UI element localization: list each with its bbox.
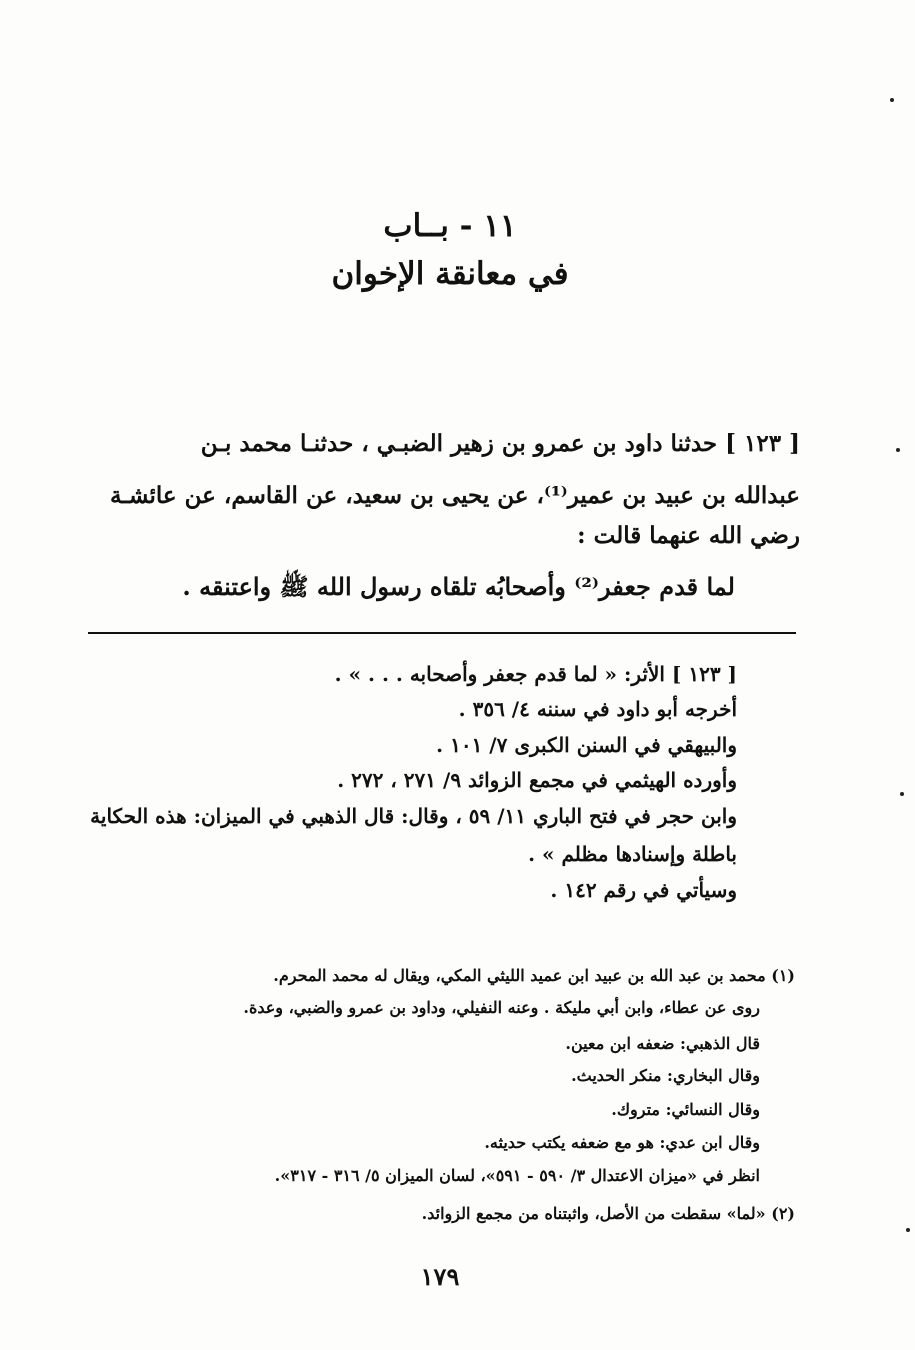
chapter-subject-title: في معانقة الإخوان xyxy=(331,256,569,292)
scan-speck xyxy=(890,98,894,102)
section-divider xyxy=(88,632,796,634)
footnote-1-line-5: وقال النسائي: متروك. xyxy=(611,1100,760,1119)
hadith-isnad-line-2: عبدالله بن عبيد بن عمير⁽¹⁾، عن يحيى بن سعيد، عن القاسم، عن عائشـة xyxy=(109,482,800,509)
scan-speck xyxy=(906,1228,910,1232)
takhrij-line-5: وابن حجر في فتح الباري ١١/ ٥٩ ، وقال: قال الذهبي في الميزان: هذه الحكاية xyxy=(90,804,737,828)
footnote-1-line-4: وقال البخاري: منكر الحديث. xyxy=(571,1066,760,1085)
takhrij-line-3: والبيهقي في السنن الكبرى ٧/ ١٠١ . xyxy=(436,733,737,757)
scan-speck xyxy=(896,448,900,452)
scan-speck xyxy=(900,792,904,796)
footnote-1-line-2: روى عن عطاء، وابن أبي مليكة . وعنه النفيلي، وداود بن عمرو والضبي، وعدة. xyxy=(243,998,760,1017)
chapter-number-title: ١١ - بــاب xyxy=(383,208,517,244)
footnote-1-line-3: قال الذهبي: ضعفه ابن معين. xyxy=(565,1034,760,1053)
takhrij-line-2: أخرجه أبو داود في سننه ٤/ ٣٥٦ . xyxy=(458,697,737,721)
takhrij-line-7: وسيأتي في رقم ١٤٢ . xyxy=(550,878,737,902)
takhrij-line-1: [ ١٢٣ ] الأثر: « لما قدم جعفر وأصحابه . . . » . xyxy=(334,662,737,686)
footnote-1-line-1: (١) محمد بن عبد الله بن عبيد ابن عميد الليثي المكي، ويقال له محمد المحرم. xyxy=(273,966,795,985)
hadith-matn: لما قدم جعفر⁽²⁾ وأصحابُه تلقاه رسول الله ﷺ واعتنقه . xyxy=(182,572,735,601)
page-number: ١٧٩ xyxy=(420,1262,460,1291)
takhrij-line-6: باطلة وإسنادها مظلم » . xyxy=(528,842,737,866)
hadith-isnad-line-1: [ ١٢٣ ] حدثنا داود بن عمرو بن زهير الضبـي ، حدثنـا محمد بـن xyxy=(200,430,800,457)
hadith-isnad-line-3: رضي الله عنهما قالت : xyxy=(577,522,800,549)
takhrij-line-4: وأورده الهيثمي في مجمع الزوائد ٩/ ٢٧١ ، ٢٧٢ . xyxy=(337,768,737,792)
footnote-1-line-6: وقال ابن عدي: هو مع ضعفه يكتب حديثه. xyxy=(484,1133,760,1152)
footnote-2: (٢) «لما» سقطت من الأصل، واثبتناه من مجمع الزوائد. xyxy=(421,1204,795,1223)
footnote-1-line-7: انظر في «ميزان الاعتدال ٣/ ٥٩٠ - ٥٩١»، لسان الميزان ٥/ ٣١٦ - ٣١٧». xyxy=(274,1166,760,1185)
